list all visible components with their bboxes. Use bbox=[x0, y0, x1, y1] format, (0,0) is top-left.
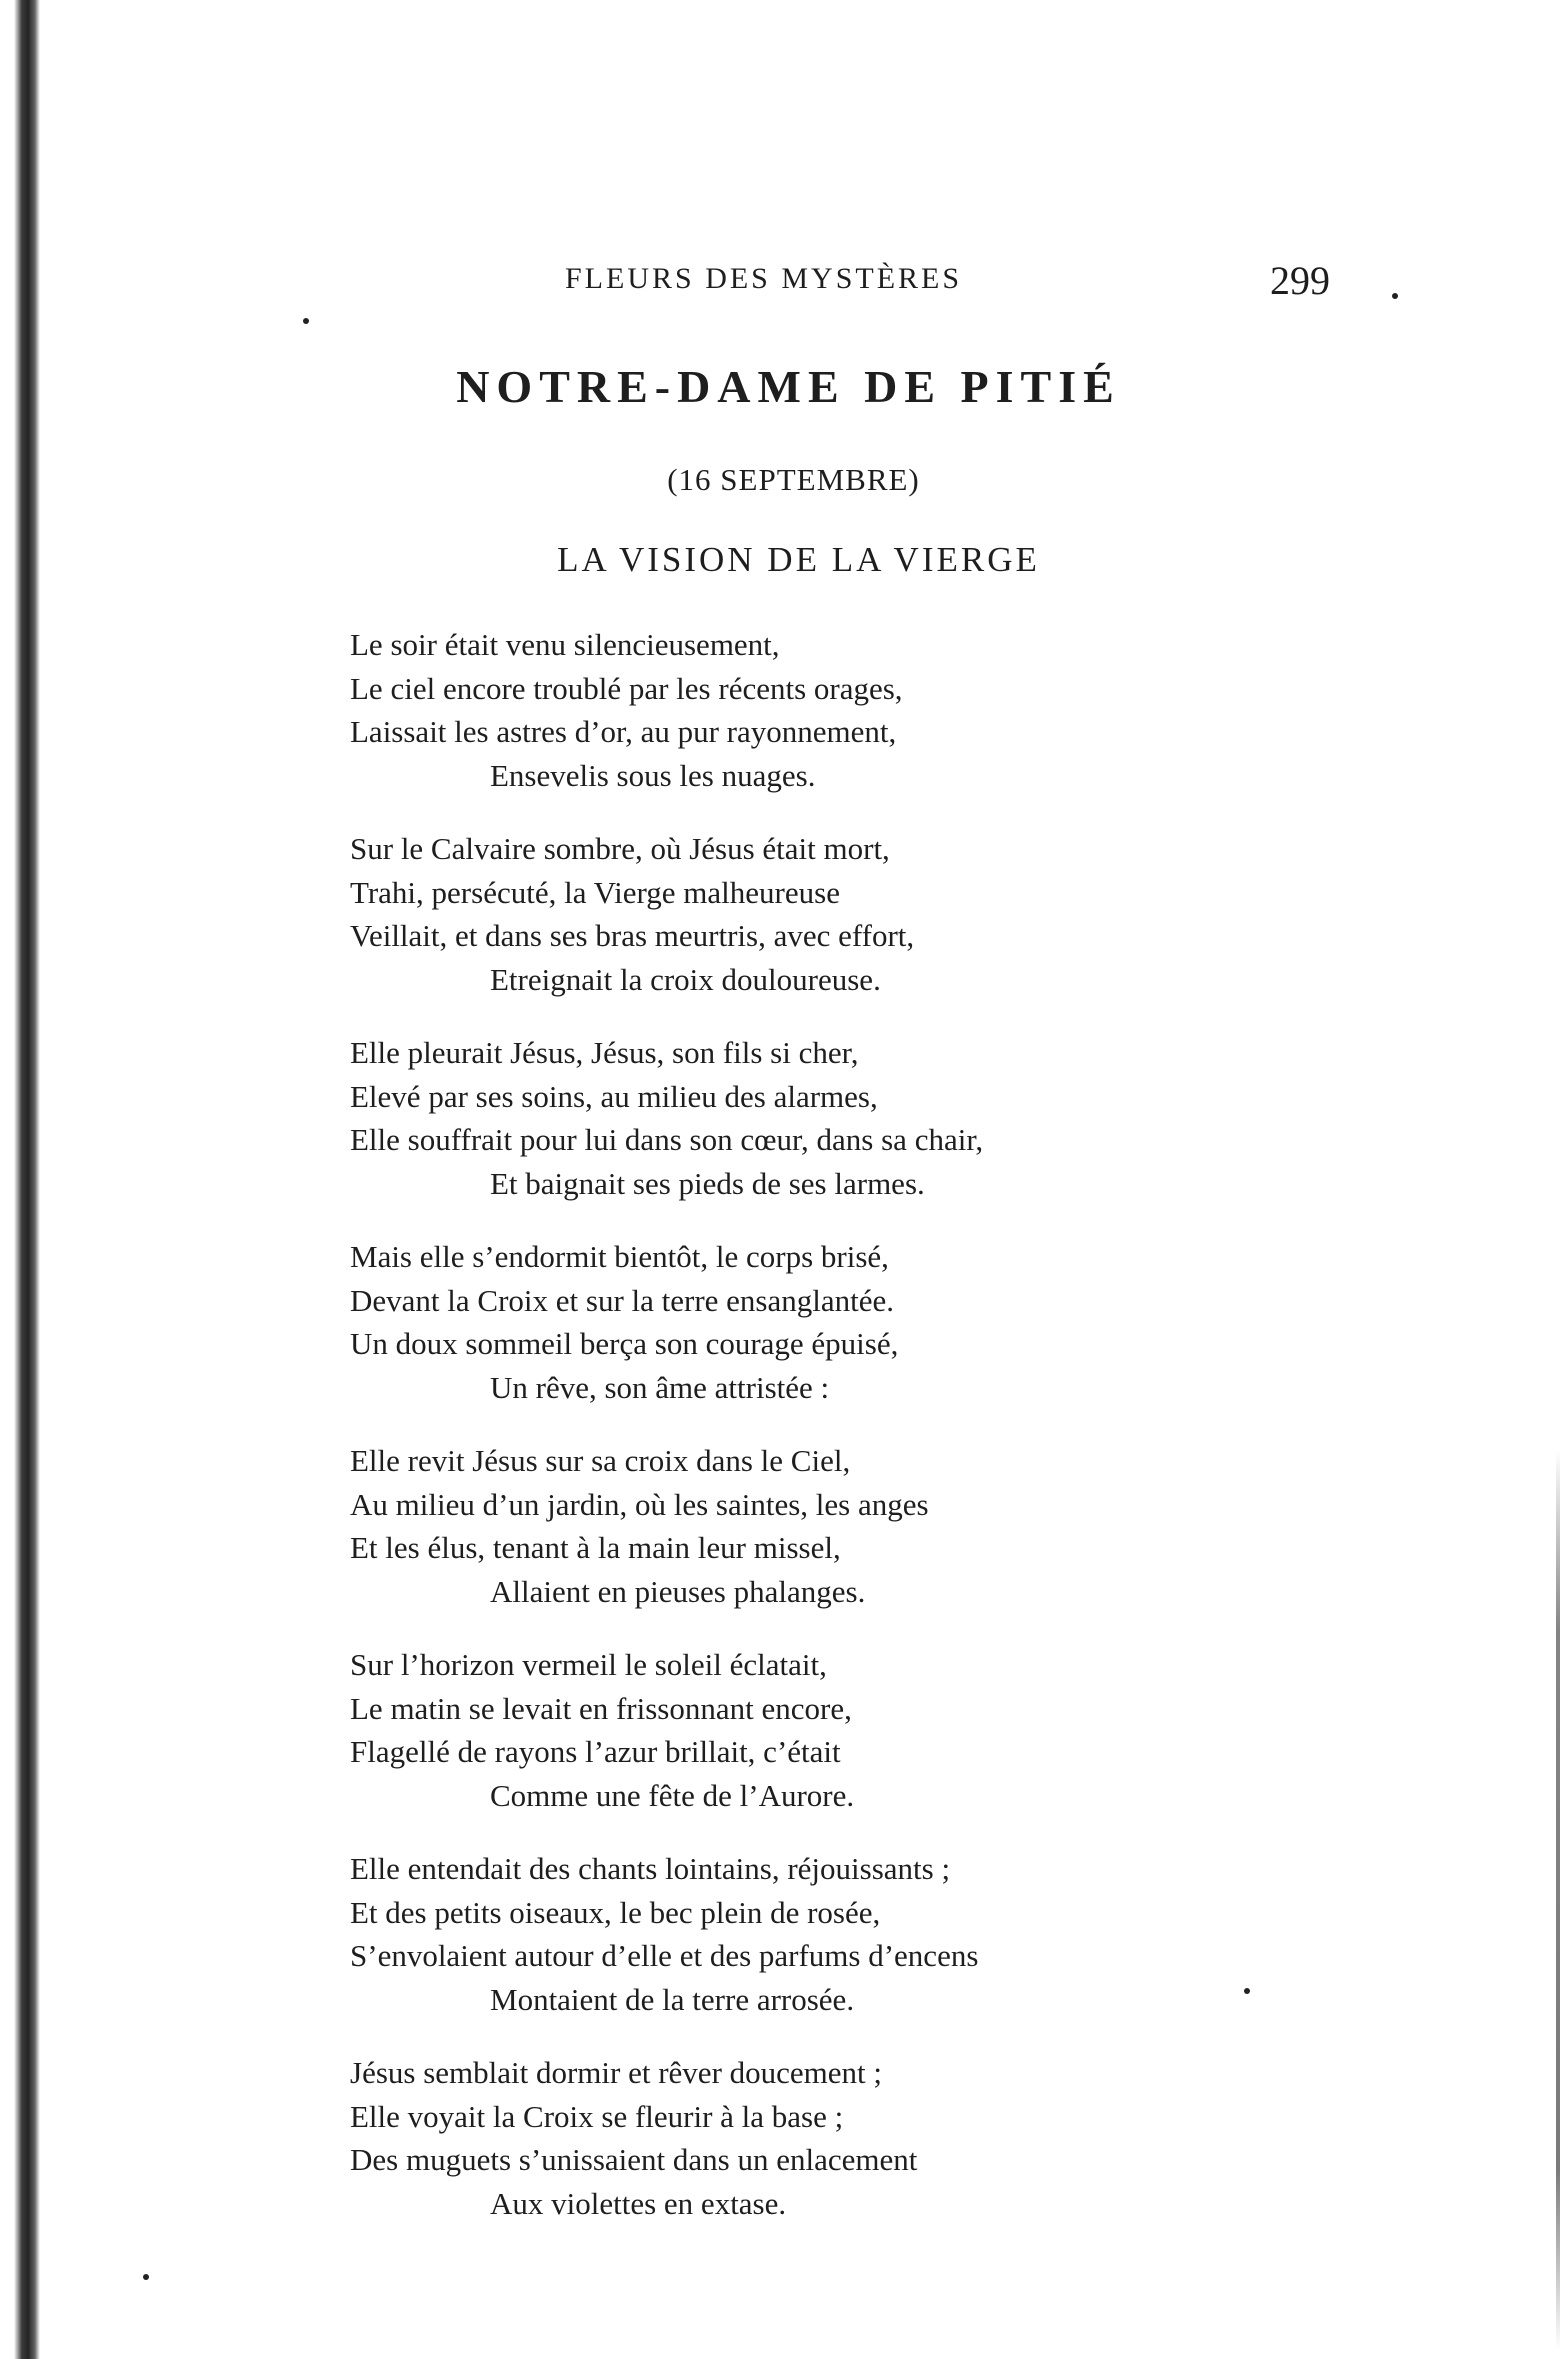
verse-line: Le ciel encore troublé par les récents orages, bbox=[350, 670, 903, 706]
verse-line: Comme une fête de l’Aurore. bbox=[490, 1777, 855, 1813]
verse-line: Trahi, persécuté, la Vierge malheureuse bbox=[350, 874, 840, 910]
verse-line: Des muguets s’unissaient dans un enlacement bbox=[350, 2142, 918, 2177]
stanza bbox=[350, 2051, 1250, 2225]
stanza bbox=[350, 623, 1250, 797]
verse-line: Devant la Croix et sur la terre ensanglantée. bbox=[350, 1282, 894, 1318]
stanza bbox=[350, 1031, 1250, 1205]
verse-line: Veillait, et dans ses bras meurtris, avec effort, bbox=[350, 918, 915, 953]
poem-body bbox=[350, 623, 1250, 2255]
stanza bbox=[350, 827, 1250, 1001]
book-spine-shadow bbox=[14, 0, 40, 2359]
ink-speck bbox=[303, 318, 309, 324]
verse-line: Sur le Calvaire sombre, où Jésus était mort, bbox=[350, 831, 890, 866]
verse-line: Mais elle s’endormit bientôt, le corps brisé, bbox=[350, 1239, 889, 1274]
verse-line: Elevé par ses soins, au milieu des alarmes, bbox=[350, 1078, 878, 1114]
verse-line: Un doux sommeil berça son courage épuisé, bbox=[350, 1326, 899, 1361]
verse-line: Un rêve, son âme attristée : bbox=[490, 1369, 830, 1405]
stanza bbox=[350, 1235, 1250, 1409]
verse-line: Et des petits oiseaux, le bec plein de rosée, bbox=[350, 1894, 881, 1930]
page-number: 299 bbox=[1270, 258, 1330, 303]
verse-line: Sur l’horizon vermeil le soleil éclatait, bbox=[350, 1647, 827, 1682]
verse-line: S’envolaient autour d’elle et des parfums d’encens bbox=[350, 1938, 979, 1973]
verse-line: Laissait les astres d’or, au pur rayonnement, bbox=[350, 714, 897, 749]
verse-line: Elle revit Jésus sur sa croix dans le Ciel, bbox=[350, 1443, 851, 1478]
verse-line: Elle souffrait pour lui dans son cœur, dans sa chair, bbox=[350, 1122, 984, 1157]
poem-subtitle: LA VISION DE LA VIERGE bbox=[557, 540, 1040, 579]
ink-speck bbox=[143, 2274, 149, 2280]
verse-line: Flagellé de rayons l’azur brillait, c’était bbox=[350, 1734, 841, 1769]
verse-line: Jésus semblait dormir et rêver doucement ; bbox=[350, 2055, 883, 2090]
stanza bbox=[350, 1439, 1250, 1613]
verse-line: Montaient de la terre arrosée. bbox=[490, 1981, 855, 2017]
stanza bbox=[350, 1847, 1250, 2021]
verse-line: Elle voyait la Croix se fleurir à la base ; bbox=[350, 2098, 844, 2134]
verse-line: Au milieu d’un jardin, où les saintes, les anges bbox=[350, 1486, 929, 1522]
running-head: FLEURS DES MYSTÈRES bbox=[565, 262, 963, 295]
verse-line: Aux violettes en extase. bbox=[490, 2185, 787, 2221]
verse-line: Et baignait ses pieds de ses larmes. bbox=[490, 1165, 925, 1201]
ink-speck bbox=[1392, 293, 1398, 299]
verse-line: Ensevelis sous les nuages. bbox=[490, 757, 816, 793]
verse-line: Elle pleurait Jésus, Jésus, son fils si cher, bbox=[350, 1035, 859, 1070]
stanza bbox=[350, 1643, 1250, 1817]
verse-line: Et les élus, tenant à la main leur missel, bbox=[350, 1530, 841, 1565]
poem-title: NOTRE-DAME DE PITIÉ bbox=[456, 361, 1121, 412]
page-edge-shadow bbox=[1556, 1450, 1560, 2350]
verse-line: Le matin se levait en frissonnant encore, bbox=[350, 1690, 852, 1726]
verse-line: Le soir était venu silencieusement, bbox=[350, 627, 780, 662]
poem-date: (16 SEPTEMBRE) bbox=[667, 462, 920, 497]
verse-line: Elle entendait des chants lointains, réjouissants ; bbox=[350, 1851, 951, 1886]
verse-line: Etreignait la croix douloureuse. bbox=[490, 961, 881, 997]
verse-line: Allaient en pieuses phalanges. bbox=[490, 1573, 866, 1609]
